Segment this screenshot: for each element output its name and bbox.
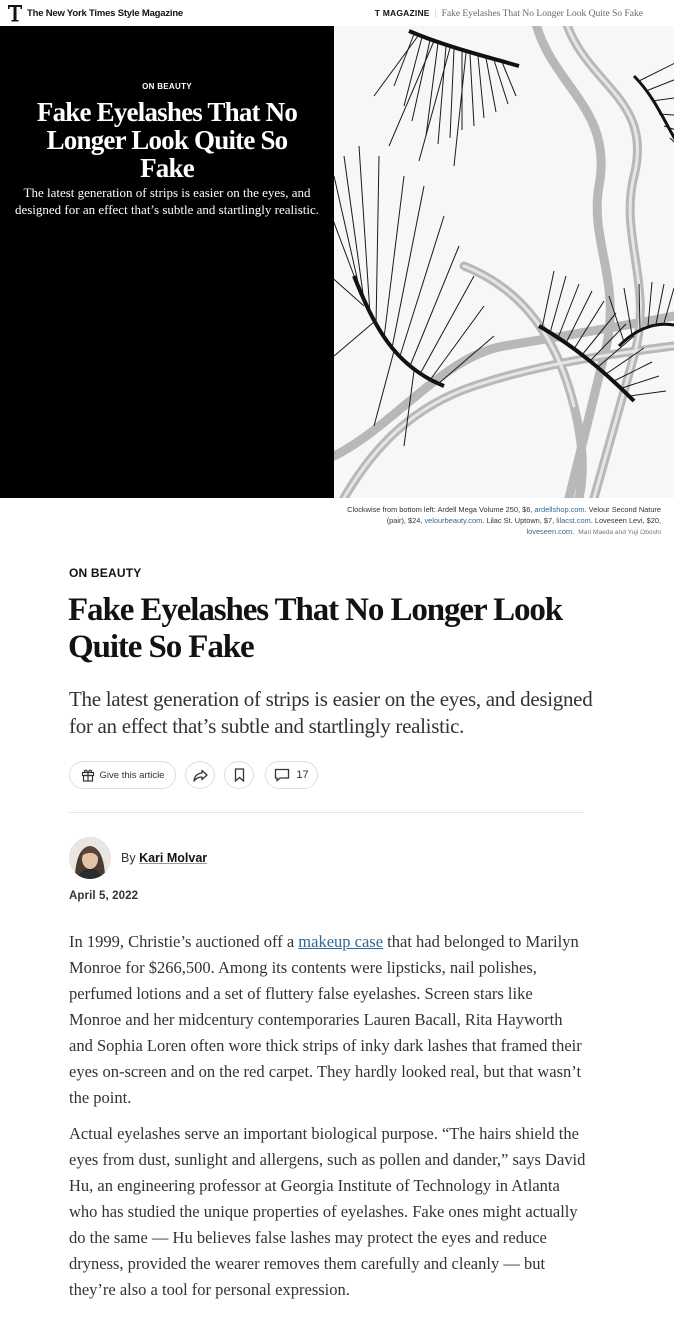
- caption-text: Clockwise from bottom left: Ardell Mega Volume 250, $6,: [347, 505, 535, 514]
- caption-text: . Loveseen Levi, $20,: [590, 516, 661, 525]
- caption-text: .: [572, 527, 575, 536]
- byline-prefix: By: [121, 851, 136, 865]
- comments-button[interactable]: [265, 761, 318, 789]
- paragraph-text: In 1999, Christie’s auctioned off a: [69, 932, 299, 951]
- breadcrumb-title: Fake Eyelashes That No Longer Look Quite So Fake: [441, 9, 643, 19]
- bookmark-icon: [234, 768, 245, 782]
- caption-link-ardell[interactable]: ardellshop.com: [534, 505, 585, 514]
- hero-panel: [0, 26, 334, 498]
- paragraph-text: that had belonged to Marilyn Monroe for $266,500. Among its contents were lipsticks, nail polishes, perfumed lotions and a set of fluttery false eyelashes. Screen stars like Monroe and her midcentury contemporaries Lauren Bacall, Rita Hayworth and Sophia Loren often wore thick strips of inky dark lashes that framed their eyes on-screen and on the red carpet. They hardly looked real, but that wasn’t the point.: [69, 932, 582, 1107]
- article-summary: The latest generation of strips is easier on the eyes, and designed for an effect that’s subtle and startlingly realistic.: [69, 687, 593, 738]
- divider: [69, 812, 584, 813]
- publish-date: April 5, 2022: [69, 890, 139, 902]
- body-paragraph: [69, 929, 589, 1111]
- hero-image: [334, 26, 674, 498]
- image-caption: [331, 504, 661, 538]
- caption-text: . Velour Second Nature (pair), $24,: [386, 505, 661, 525]
- hero-kicker[interactable]: ON BEAUTY: [142, 82, 192, 91]
- body-paragraph: Actual eyelashes serve an important biological purpose. “The hairs shield the eyes from dust, sunlight and allergens, such as pollen and dander,” says David Hu, an engineering professor at Georgia Institute of Technology in Atlanta who has studied the unique properties of eyelashes. Fake ones might actually do the same — Hu believes false lashes may protect the eyes and reduce dryness, provided the wearer removes them carefully and cleanly — but they’re also a tool for personal expression.: [69, 1124, 586, 1299]
- article-kicker[interactable]: ON BEAUTY: [69, 566, 142, 580]
- byline: [121, 851, 207, 865]
- makeup-case-link[interactable]: makeup case: [298, 932, 384, 951]
- hero-summary: The latest generation of strips is easier on the eyes, and designed for an effect that’s subtle and startlingly realistic.: [14, 185, 320, 217]
- give-article-button[interactable]: [69, 761, 176, 789]
- breadcrumb: [375, 8, 643, 19]
- comment-icon: [274, 768, 290, 782]
- caption-link-lilac[interactable]: lilacst.com: [556, 516, 591, 525]
- top-bar: [0, 0, 674, 26]
- author-avatar[interactable]: [69, 837, 111, 879]
- caption-link-loveseen[interactable]: loveseen.com: [526, 527, 573, 536]
- share-icon: [193, 769, 208, 782]
- save-button[interactable]: [224, 761, 254, 789]
- gift-icon: [81, 768, 95, 782]
- photo-credit: Mari Maeda and Yuji Oboshi: [578, 529, 661, 536]
- share-button[interactable]: [185, 761, 215, 789]
- author-link[interactable]: Kari Molvar: [139, 851, 208, 865]
- t-logo-icon[interactable]: [7, 4, 23, 22]
- caption-link-velour[interactable]: velourbeauty.com: [424, 516, 483, 525]
- caption-text: . Lilac St. Uptown, $7,: [482, 516, 557, 525]
- hero-title: Fake Eyelashes That No Longer Look Quite So Fake: [36, 97, 298, 183]
- author-photo: [69, 837, 111, 879]
- comment-count: 17: [296, 769, 309, 781]
- brand-name[interactable]: The New York Times Style Magazine: [27, 8, 184, 19]
- section-link[interactable]: T MAGAZINE: [374, 8, 430, 18]
- article-title: Fake Eyelashes That No Longer Look Quite So Fake: [68, 592, 563, 665]
- breadcrumb-separator: |: [434, 9, 437, 19]
- give-article-label: Give this article: [99, 769, 165, 781]
- eyelashes-photo: [334, 26, 674, 498]
